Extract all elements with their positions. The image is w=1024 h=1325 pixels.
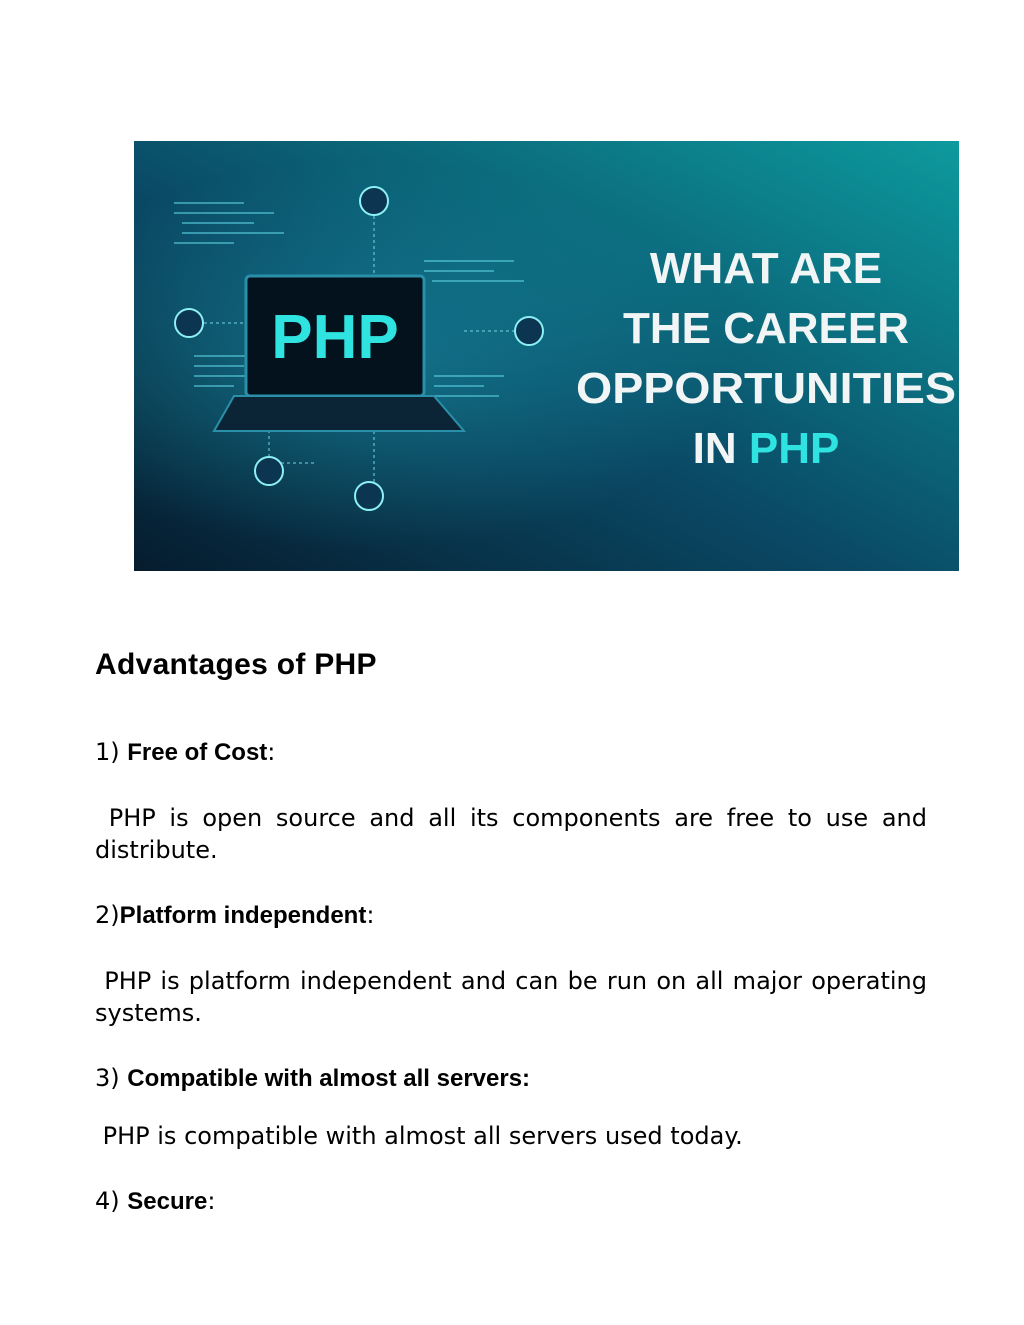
advantage-1-title [95, 738, 275, 767]
advantage-3-description: PHP is compatible with almost all servers used today. [95, 1122, 743, 1150]
banner-title-line-4-highlight: PHP [748, 424, 840, 473]
banner-illustration [134, 141, 959, 571]
advantage-1-description: PHP is open source and all its components are free to use and distribute. [95, 804, 935, 864]
advantage-2-number: 2) [95, 901, 120, 929]
advantage-2-description: PHP is platform independent and can be run on all major operating systems. [95, 967, 935, 1027]
advantage-3-number: 3) [95, 1064, 128, 1092]
banner-title-line-1: WHAT ARE [649, 244, 883, 293]
advantage-2-title [95, 901, 374, 930]
section-heading: Advantages of PHP [95, 648, 377, 681]
advantage-3-title [95, 1064, 530, 1093]
banner-title-line-4-prefix: IN [692, 424, 749, 473]
advantage-4-colon: : [207, 1187, 216, 1215]
php-career-banner-image [134, 141, 959, 571]
advantage-4-title [95, 1187, 215, 1216]
advantage-1-colon: : [267, 738, 276, 766]
advantage-4-label: Secure [127, 1188, 208, 1215]
advantage-4-number: 4) [95, 1187, 128, 1215]
banner-title-line-2: THE CAREER [622, 304, 910, 353]
banner-php-logo-text: PHP [271, 303, 399, 372]
advantage-2-label: Platform independent [119, 902, 367, 929]
advantage-2-colon: : [366, 901, 375, 929]
advantage-1-number: 1) [95, 738, 128, 766]
advantage-3-label: Compatible with almost all servers: [127, 1065, 531, 1092]
banner-title-line-3: OPPORTUNITIES [576, 364, 956, 413]
advantage-1-label: Free of Cost [127, 739, 268, 766]
banner-title-line-4 [693, 424, 840, 473]
